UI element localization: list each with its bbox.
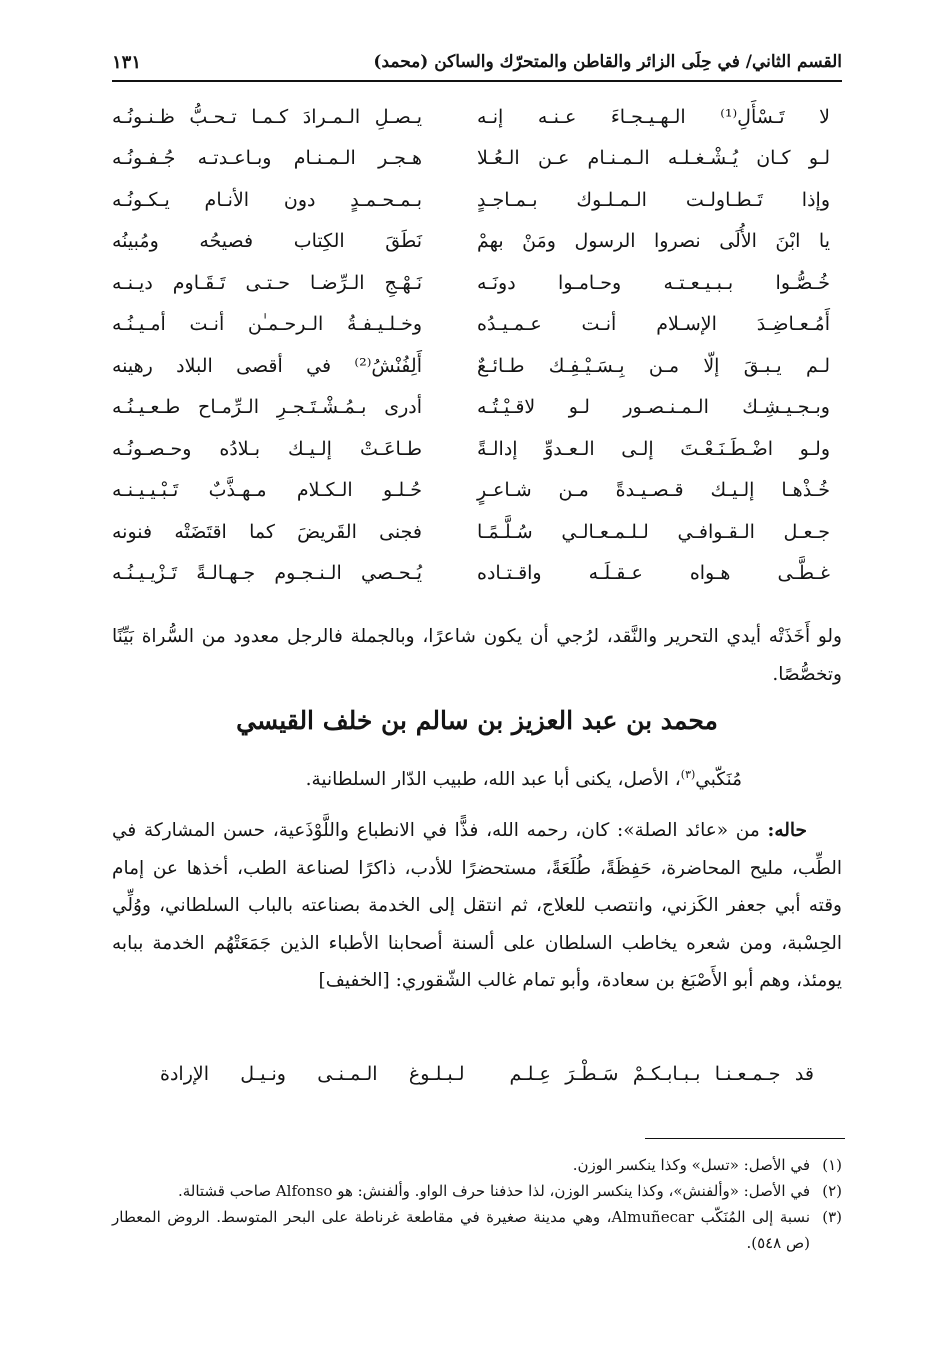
verse-second-hemistich: أَلِفُنْشُ⁽²⁾ في أقصى البلاد رهينه (112, 354, 422, 377)
verse-first-hemistich: وبـجـيـشِـك الـمـنـصـور لـو لاقـيْـتُـه (477, 396, 830, 419)
verse-first-hemistich: لـو كـان يُـشْـغـلـه الـمـنـام عـن الـعُـلا (477, 147, 830, 170)
verse-row (112, 470, 842, 512)
verse-second-hemistich: وخـلـيـفـةُ الـرحـمـٰن أنـت أمـيـنُـه (112, 313, 422, 336)
section-label: حاله: (767, 820, 807, 841)
verse-row (112, 221, 842, 263)
footnote (112, 1204, 842, 1256)
biography-text: من «عائد الصلة»: كان، رحمه الله، فذًّا في الانطباع واللَّوْذَعية، حسن المشاركة في الطِّب، مليح المحاضرة، حَفِظَةً، طُلَعَةً، مستحضرًا للأدب، ذاكرًا لصناعة الطب، أخذها عن إمام وقته أبي جعفر الكَزني، وانتصب للعلاج، ثم انتقل إلى الخدمة بصناعته بالباب السلطاني، ووُلِّي الحِسْبة، ومن شعره يخاطب السلطان على ألسنة أصحابنا الأطباء الذين جَمَعَتْهُم الخدمة ببابه يومئذ، وهم أبو الأَصْبَغ بن سعادة، وأبو تمام غالب الشّقوري: [الخفيف] (112, 820, 842, 991)
verse-second-hemistich: فجنى القَريضَ كما اقتَضَتْه فنونه (112, 520, 422, 543)
footnote-number: (٣) (822, 1208, 842, 1226)
footnotes (112, 1152, 842, 1256)
verse-second-hemistich: نَـهْـجِ الـرِّضـا حـتـى تَـقَـاوم ديـنـه (112, 271, 422, 294)
biography-paragraph (112, 812, 842, 1000)
verse-row (112, 138, 842, 180)
footnote-text: نسبة إلى المُنَكّب Almuñecar، وهي مدينة صغيرة في مقاطعة غرناطة على البحر المتوسط. الروض المعطار (ص ٥٤٨). (112, 1208, 810, 1252)
verse-second-hemistich: بـمـحـمـدٍ دون الأنـام يـكـونُـه (112, 188, 422, 211)
verse-first-hemistich: قد جـمـعـنـا بـبـابـكـمْ سَـطْـرَ عِـلـم (509, 1063, 814, 1085)
verse-row (112, 262, 842, 304)
footnote-number: (١) (822, 1156, 842, 1174)
biography-title: محمد بن عبد العزيز بن سالم بن خلف القيسي (236, 706, 718, 735)
verse-row (112, 345, 842, 387)
verse-first-hemistich: أَمُـعـاضِـدَ الإسـلام أنـت عـمـيـدُه (477, 313, 830, 336)
verse-first-hemistich: لا تَـسْأَلِ⁽¹⁾ الـهـيـجـاءَ عـنـه إنـه (477, 105, 830, 128)
page-number: ١٣١ (112, 51, 142, 73)
poem-verses (112, 96, 842, 594)
verse-first-hemistich: خُـذْهـا إلـيـك قـصـيـدةً مـن شـاعـرٍ (477, 479, 830, 502)
footnote-text: في الأصل: «تسل» وكذا ينكسر الوزن. (572, 1156, 810, 1174)
verse-row (112, 387, 842, 429)
verse-first-hemistich: خُـصُّـوا بـبـيـعـتـه وحـامـوا دونَـه (477, 271, 830, 294)
verse-second-hemistich: نَطَقَ الكِتاب فصيحُه ومُبينُه (112, 230, 422, 253)
verse-row (112, 304, 842, 346)
verse-row (112, 428, 842, 470)
verse-second-hemistich: يـصـلِ الـمـرادَ كـمـا تـحـبُّ ظـنـونُـه (112, 105, 422, 128)
verse-second-hemistich: يُـحـصي الـنـجـوم جـهـالـةً تَـزْيـيـنُـه (112, 562, 422, 585)
verse-second-hemistich: هـجـر الـمـنـام وبـاعـدتـه جُـفـونُـه (112, 147, 422, 170)
verse-first-hemistich: يا ابْنَ الأُلَى نصروا الرسول ومَنْ بهمْ (477, 230, 830, 253)
verse-second-hemistich: أدرى بـمُـشْـتَـجـرِ الـرِّمـاح طـعـيـنُـه (112, 396, 422, 419)
closing-verse (160, 1054, 814, 1094)
verse-first-hemistich: غـطَّـى هـواه عـقـلَـه واقـتـاده (477, 562, 830, 585)
page-header (112, 44, 842, 82)
footnote-number: (٢) (822, 1182, 842, 1200)
closing-paragraph: ولو أَخَذَتْه أيدي التحرير والنَّقد، لرُجي أن يكون شاعرًا، وبالجملة فالرجل معدود من السُّراة بَيِّنًا وتخصُّصًا. (112, 626, 842, 685)
footnote (112, 1178, 842, 1204)
verse-row (112, 511, 842, 553)
verse-first-hemistich: ولـو اضْـطَـنَـعْـتَ إلـى الـعـدوِّ إدالـةً (477, 437, 830, 460)
verse-second-hemistich: طـاعَـتْ إلـيـك بـلادُه وحـصـونُـه (112, 437, 422, 460)
verse-second-hemistich: حُـلـو الـكـلام مـهـذَّبٌ تَـبْـيـيـنـه (112, 479, 422, 502)
nisba-word: مُنَكّبي (695, 769, 742, 791)
nisba-paragraph (112, 756, 842, 799)
footnote (112, 1152, 842, 1178)
footnote-divider (645, 1138, 845, 1139)
verse-second-hemistich: لـبـلـوغ الـمـنـى ونـيـل الإرادة (160, 1063, 465, 1085)
verse-first-hemistich: وإذا تَـطـاولـت الـمـلـوك بـمـاجـدٍ (477, 188, 830, 211)
verse-first-hemistich: جـعـل الـقـوافـي لـلـمـعـالـي سُـلَّـمًـا (477, 520, 830, 543)
verse-row (112, 96, 842, 138)
footnote-ref: (٣) (680, 768, 696, 781)
verse-row (112, 179, 842, 221)
running-head: القسم الثاني/ في حِلَى الزائر والقاطن والمتحرّك والساكن (محمد) (373, 52, 842, 72)
verse-row (112, 553, 842, 595)
verse-first-hemistich: لـم يـبـقَ إلّا مـن بِـسَـيْـفِـك طـائـعٌ (477, 354, 830, 377)
footnote-text: في الأصل: «وألفنش»، وكذا ينكسر الوزن، لذا حذفنا حرف الواو. وألفنش: هو Alfonso صاحب قشتالة. (177, 1182, 810, 1200)
nisba-rest: ، الأصل، يكنى أبا عبد الله، طبيب الدّار السلطانية. (305, 769, 681, 791)
